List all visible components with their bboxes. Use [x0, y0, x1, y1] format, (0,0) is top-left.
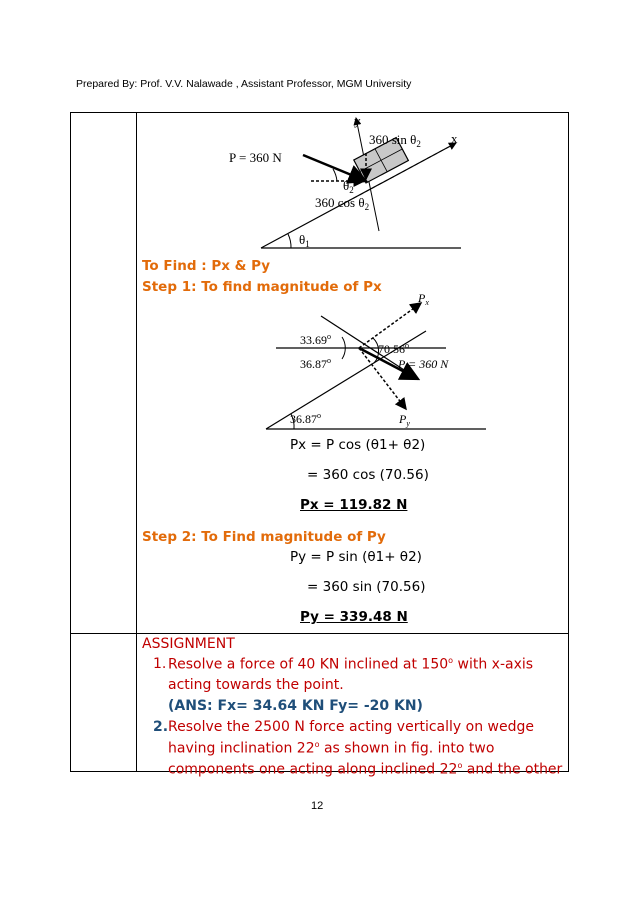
assignment-item1-line2: acting towards the point.	[168, 677, 344, 693]
content-table	[70, 112, 569, 778]
step1-heading: Step 1: To find magnitude of Px	[142, 279, 382, 295]
to-find-heading: To Find : Px & Py	[142, 258, 271, 274]
svg-text:Py: $P_y$	[399, 412, 410, 428]
page-header: Prepared By: Prof. V.V. Nalawade , Assistant Professor, MGM University	[76, 78, 412, 90]
svg-text:70.56o: 70.56$^o$	[378, 341, 409, 356]
step2-heading: Step 2: To Find magnitude of Py	[142, 529, 386, 545]
figure-force-components	[256, 291, 486, 433]
px-result: Px = 119.82 N	[300, 497, 408, 513]
assignment-heading: ASSIGNMENT	[142, 636, 235, 652]
svg-text:33.69o: 33.69$^o$	[300, 332, 331, 347]
svg-text:P = 360 N: P = 360 N	[229, 150, 282, 165]
svg-text:Px: $P_x$	[418, 291, 429, 307]
svg-text:θ1: $\theta_1$	[299, 232, 310, 249]
assignment-item2-line1: Resolve the 2500 N force acting vertically on wedge	[168, 719, 534, 735]
assignment-item2-line3: components one acting along inclined 22$^o$ and the other	[168, 761, 563, 778]
px-substitution: = 360 cos (70.56)	[307, 467, 429, 483]
svg-text:36.87o: 36.87$^o$	[300, 356, 331, 371]
table-row-divider	[71, 633, 568, 634]
py-substitution: = 360 sin (70.56)	[307, 579, 426, 595]
assignment-item1-line1: Resolve a force of 40 KN inclined at 150$^o$ with x-axis	[168, 656, 534, 673]
px-formula: Px = P cos (θ1+ θ2)	[290, 437, 426, 453]
svg-text:y: y	[354, 113, 361, 128]
table-column-divider	[136, 113, 137, 771]
svg-text:θ2: $\theta_2$	[343, 178, 354, 195]
assignment-item1-answer: (ANS: Fx= 34.64 KN Fy= -20 KN)	[168, 698, 423, 714]
assignment-item1-number: 1.	[153, 656, 167, 672]
figure-inclined-block	[211, 113, 471, 253]
page-number: 12	[311, 800, 324, 812]
svg-text:x: x	[451, 131, 458, 146]
svg-text:36.87o: 36.87$^o$	[290, 411, 321, 426]
py-result: Py = 339.48 N	[300, 609, 408, 625]
svg-text:360 cos θ2: 360 $\cos \theta_2$	[315, 195, 370, 212]
assignment-item2-line2: having inclination 22$^o$ as shown in fig. into two	[168, 740, 495, 757]
svg-text:360 sin θ2: 360 $\sin \theta_2$	[369, 132, 421, 149]
svg-text:P = 360 N: P = 360 N	[398, 357, 449, 371]
assignment-item2-number: 2.	[153, 719, 169, 735]
py-formula: Py = P sin (θ1+ θ2)	[290, 549, 422, 565]
